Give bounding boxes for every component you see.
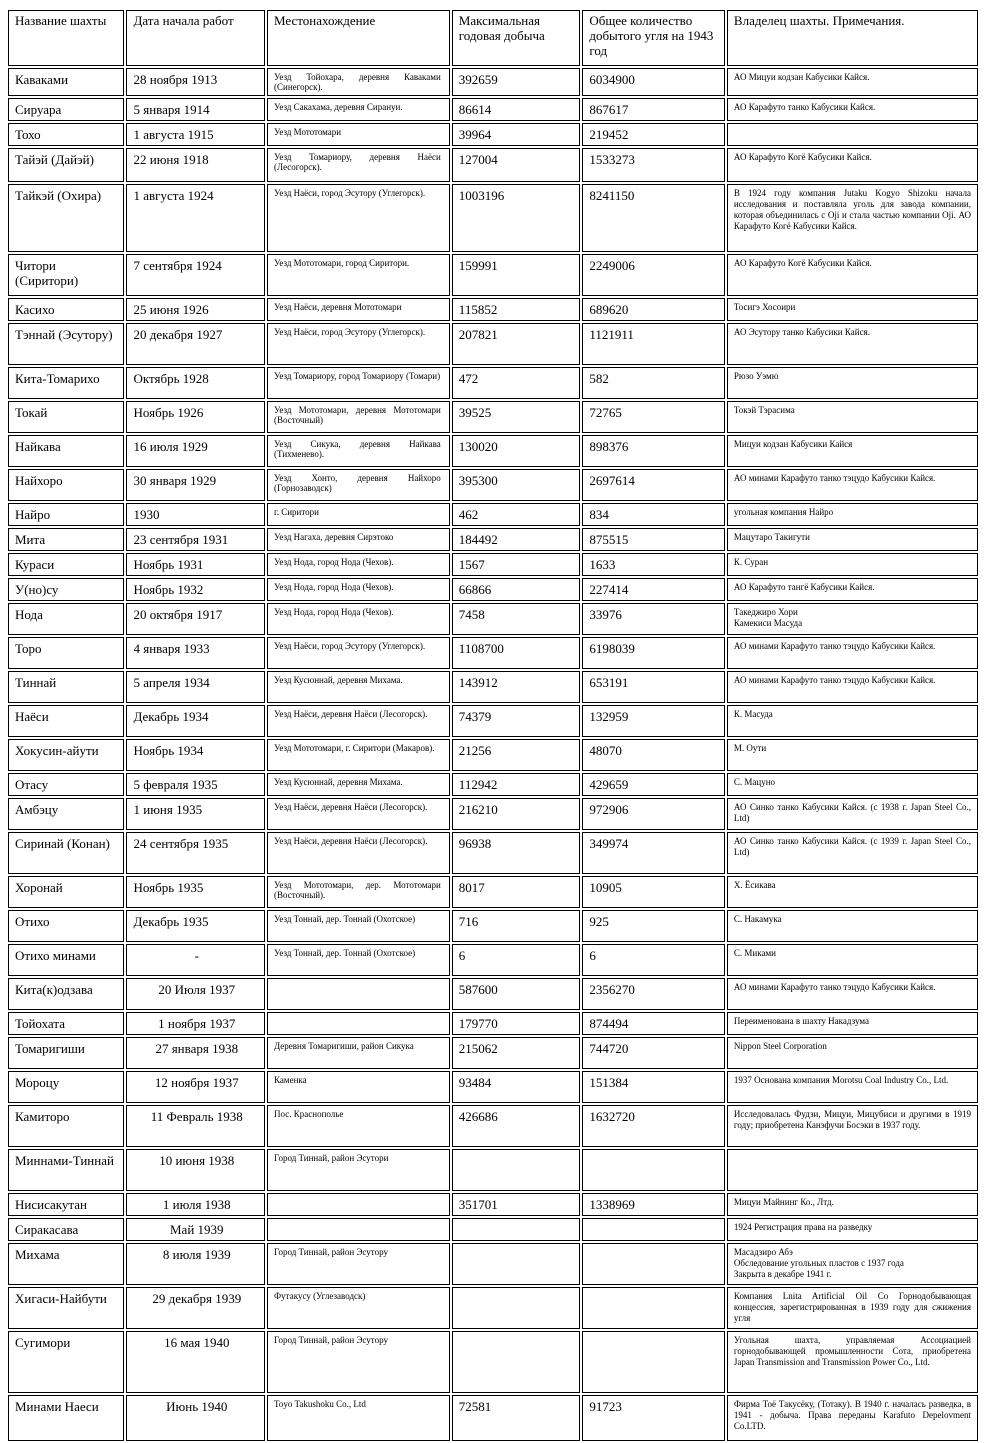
cell-owner-notes: Исследовалась Фудзи, Мицуи, Мицубиси и другими в 1919 году; приобретена Канэфучи Босэки в 1937 году. [727, 1105, 978, 1147]
cell-total-coal: 972906 [582, 798, 725, 830]
cell-mine-name: Найро [8, 503, 124, 526]
cell-total-coal [582, 1243, 725, 1285]
cell-max-output [452, 1331, 581, 1393]
cell-max-output: 184492 [452, 528, 581, 551]
cell-owner-notes: АО Синко танко Кабусики Кайся. (с 1939 г. Japan Steel Co., Ltd) [727, 832, 978, 874]
cell-total-coal: 2249006 [582, 254, 725, 296]
header-location: Местонахождение [267, 10, 450, 66]
cell-owner-notes: М. Оути [727, 739, 978, 771]
cell-owner-notes: Мацутаро Такигути [727, 528, 978, 551]
cell-owner-notes [727, 123, 978, 146]
table-row [8, 603, 978, 635]
table-row [8, 98, 978, 121]
cell-max-output [452, 1218, 581, 1241]
cell-mine-name: Отихо минами [8, 944, 124, 976]
table-row [8, 184, 978, 252]
cell-total-coal: 689620 [582, 298, 725, 321]
cell-total-coal: 925 [582, 910, 725, 942]
document-page [6, 8, 980, 1443]
cell-location: Уезд Наёси, деревня Наёси (Лесогорск). [267, 798, 450, 830]
cell-location: Уезд Сикука, деревня Найкава (Тихменево). [267, 435, 450, 467]
cell-max-output [452, 1149, 581, 1191]
cell-start-date: 28 ноября 1913 [126, 68, 265, 96]
cell-start-date: 7 сентября 1924 [126, 254, 265, 296]
cell-start-date: 24 сентября 1935 [126, 832, 265, 874]
cell-total-coal: 429659 [582, 773, 725, 796]
cell-max-output: 351701 [452, 1193, 581, 1216]
cell-mine-name: Сугимори [8, 1331, 124, 1393]
cell-location: Уезд Нагаха, деревня Сирэтоко [267, 528, 450, 551]
cell-mine-name: Тайэй (Дайэй) [8, 148, 124, 182]
cell-max-output: 7458 [452, 603, 581, 635]
cell-total-coal: 1533273 [582, 148, 725, 182]
cell-location: Город Тиннай, район Эсутору [267, 1331, 450, 1393]
cell-mine-name: Сируара [8, 98, 124, 121]
header-start-date: Дата начала работ [126, 10, 265, 66]
cell-start-date: Ноябрь 1935 [126, 876, 265, 908]
cell-start-date: 20 октября 1917 [126, 603, 265, 635]
cell-mine-name: Торо [8, 637, 124, 669]
cell-location: Уезд Томариору, город Томариору (Томари) [267, 367, 450, 399]
cell-start-date: 10 июня 1938 [126, 1149, 265, 1191]
cell-max-output [452, 1243, 581, 1285]
table-row [8, 254, 978, 296]
cell-start-date: Декабрь 1935 [126, 910, 265, 942]
cell-total-coal: 874494 [582, 1012, 725, 1035]
cell-owner-notes: Х. Ёсикава [727, 876, 978, 908]
cell-line: Масадзиро Абэ [733, 1247, 793, 1257]
cell-owner-notes: АО Карафуто Когё Кабусики Кайся. [727, 254, 978, 296]
cell-mine-name: Камиторо [8, 1105, 124, 1147]
cell-start-date: Ноябрь 1932 [126, 578, 265, 601]
header-max-output: Максимальная годовая добыча [452, 10, 581, 66]
cell-total-coal: 1633 [582, 553, 725, 576]
table-row [8, 148, 978, 182]
cell-owner-notes: АО минами Карафуто танко тэцудо Кабусики Кайся. [727, 637, 978, 669]
table-header-row [8, 10, 978, 66]
cell-owner-notes: АО Мицуи кодзан Кабусики Кайся. [727, 68, 978, 96]
cell-max-output: 587600 [452, 978, 581, 1010]
cell-mine-name: Хигаси-Найбути [8, 1287, 124, 1329]
cell-start-date: Ноябрь 1926 [126, 401, 265, 433]
cell-owner-notes: АО Эсутору танко Кабусики Кайся. [727, 323, 978, 365]
cell-mine-name: Токай [8, 401, 124, 433]
cell-total-coal: 8241150 [582, 184, 725, 252]
cell-total-coal: 6034900 [582, 68, 725, 96]
cell-total-coal [582, 1218, 725, 1241]
cell-mine-name: Сиракасава [8, 1218, 124, 1241]
cell-start-date: Июнь 1940 [126, 1395, 265, 1441]
table-row [8, 323, 978, 365]
cell-total-coal: 227414 [582, 578, 725, 601]
cell-mine-name: Каваками [8, 68, 124, 96]
table-row [8, 705, 978, 737]
header-owner-notes: Владелец шахты. Примечания. [727, 10, 978, 66]
table-row [8, 435, 978, 467]
table-row [8, 1218, 978, 1241]
cell-max-output: 127004 [452, 148, 581, 182]
table-row [8, 1071, 978, 1103]
cell-owner-notes: Фирма Тоё Такусёку, (Тотаку). В 1940 г. началась разведка, в 1941 - добыча. Права переданы Karafuto Depelovment Co.LTD. [727, 1395, 978, 1441]
cell-total-coal: 2697614 [582, 469, 725, 501]
table-row [8, 469, 978, 501]
cell-owner-notes: АО минами Карафуто танко тэцудо Кабусики Кайся. [727, 671, 978, 703]
table-row [8, 1395, 978, 1441]
cell-max-output: 1567 [452, 553, 581, 576]
cell-max-output: 66866 [452, 578, 581, 601]
cell-max-output: 72581 [452, 1395, 581, 1441]
cell-max-output: 716 [452, 910, 581, 942]
cell-max-output: 86614 [452, 98, 581, 121]
table-row [8, 1243, 978, 1285]
cell-location: Уезд Наёси, деревня Наёси (Лесогорск). [267, 832, 450, 874]
cell-location: Уезд Мототомари, дер. Мототомари (Восточный). [267, 876, 450, 908]
cell-owner-notes: 1937 Основана компания Morotsu Coal Industry Co., Ltd. [727, 1071, 978, 1103]
cell-mine-name: Тайкэй (Охира) [8, 184, 124, 252]
cell-start-date: Май 1939 [126, 1218, 265, 1241]
cell-max-output: 179770 [452, 1012, 581, 1035]
cell-max-output: 215062 [452, 1037, 581, 1069]
table-row [8, 1012, 978, 1035]
cell-max-output: 21256 [452, 739, 581, 771]
cell-total-coal [582, 1149, 725, 1191]
cell-owner-notes: Компания Lnita Artificial Oil Co Горнодобывающая концессия, зарегистрированная в 1939 году для сжижения угля [727, 1287, 978, 1329]
cell-location: Уезд Наёси, город Эсутору (Углегорск). [267, 184, 450, 252]
cell-location: Город Тиннай, район Эсутору [267, 1243, 450, 1285]
cell-mine-name: Сиринай (Конан) [8, 832, 124, 874]
table-row [8, 876, 978, 908]
cell-location [267, 1012, 450, 1035]
cell-owner-notes: С. Миками [727, 944, 978, 976]
cell-owner-notes: В 1924 году компания Jutaku Kogyo Shizoku начала исследования и поставляла уголь для завода компании, которая объединилась с Oji и стала частью компании Oji. АО Карафуто Когё Кабусики Кайся. [727, 184, 978, 252]
cell-max-output: 143912 [452, 671, 581, 703]
cell-start-date: 1 июня 1935 [126, 798, 265, 830]
cell-start-date: 5 февраля 1935 [126, 773, 265, 796]
cell-location: Уезд Тоннай, дер. Тоннай (Охотское) [267, 944, 450, 976]
cell-start-date: 16 мая 1940 [126, 1331, 265, 1393]
cell-owner-notes: Мицуи Майнинг Ко., Лтд. [727, 1193, 978, 1216]
cell-mine-name: Амбэцу [8, 798, 124, 830]
cell-location: Уезд Мототомари, г. Сиритори (Макаров). [267, 739, 450, 771]
cell-line: Такеджиро Хори [733, 607, 798, 617]
cell-owner-notes: С. Накамука [727, 910, 978, 942]
header-total-coal: Общее количество добытого угля на 1943 год [582, 10, 725, 66]
cell-max-output: 96938 [452, 832, 581, 874]
cell-mine-name: Минами Наеси [8, 1395, 124, 1441]
cell-line: Камекиси Масуда [733, 618, 803, 628]
table-row [8, 798, 978, 830]
cell-start-date: 29 декабря 1939 [126, 1287, 265, 1329]
cell-owner-notes: Рюзо Уэмю [727, 367, 978, 399]
cell-location: Уезд Тойохара, деревня Каваками (Синегорск). [267, 68, 450, 96]
cell-location: Уезд Наёси, деревня Мототомари [267, 298, 450, 321]
cell-location: Уезд Кусюннай, деревня Михама. [267, 671, 450, 703]
cell-location: Город Тиннай, район Эсутори [267, 1149, 450, 1191]
cell-total-coal: 219452 [582, 123, 725, 146]
cell-line: Обследование угольных пластов с 1937 года [733, 1258, 904, 1268]
cell-owner-notes: угольная компания Найро [727, 503, 978, 526]
cell-location: Деревня Томаригиши, район Сикука [267, 1037, 450, 1069]
table-row [8, 671, 978, 703]
cell-start-date: 1 августа 1924 [126, 184, 265, 252]
table-row [8, 298, 978, 321]
cell-total-coal: 867617 [582, 98, 725, 121]
cell-max-output: 462 [452, 503, 581, 526]
cell-max-output: 472 [452, 367, 581, 399]
cell-owner-notes: К. Суран [727, 553, 978, 576]
cell-start-date: Октябрь 1928 [126, 367, 265, 399]
cell-mine-name: Кита(к)одзава [8, 978, 124, 1010]
cell-owner-notes: АО Карафуто танко Кабусики Кайся. [727, 98, 978, 121]
cell-total-coal: 349974 [582, 832, 725, 874]
cell-location: Уезд Нода, город Нода (Чехов). [267, 578, 450, 601]
cell-total-coal: 582 [582, 367, 725, 399]
cell-start-date: 1 августа 1915 [126, 123, 265, 146]
cell-max-output: 39964 [452, 123, 581, 146]
cell-location: Уезд Наёси, город Эсутору (Углегорск). [267, 323, 450, 365]
cell-mine-name: Отасу [8, 773, 124, 796]
cell-total-coal: 91723 [582, 1395, 725, 1441]
cell-mine-name: Наёси [8, 705, 124, 737]
cell-total-coal: 33976 [582, 603, 725, 635]
table-row [8, 1149, 978, 1191]
cell-total-coal: 48070 [582, 739, 725, 771]
cell-max-output: 93484 [452, 1071, 581, 1103]
cell-total-coal: 151384 [582, 1071, 725, 1103]
cell-location: Уезд Нода, город Нода (Чехов). [267, 603, 450, 635]
cell-location: Пос. Краснополье [267, 1105, 450, 1147]
cell-total-coal: 744720 [582, 1037, 725, 1069]
cell-owner-notes [727, 603, 978, 635]
cell-mine-name: Тиннай [8, 671, 124, 703]
cell-start-date: 27 января 1938 [126, 1037, 265, 1069]
table-row [8, 401, 978, 433]
cell-total-coal: 2356270 [582, 978, 725, 1010]
cell-owner-notes: С. Мацуно [727, 773, 978, 796]
cell-location [267, 1193, 450, 1216]
cell-total-coal [582, 1331, 725, 1393]
cell-max-output: 395300 [452, 469, 581, 501]
cell-owner-notes [727, 1149, 978, 1191]
cell-location: Уезд Томариору, деревня Наёси (Лесогорск). [267, 148, 450, 182]
cell-owner-notes: Токэй Тэрасима [727, 401, 978, 433]
table-row [8, 1105, 978, 1147]
cell-total-coal: 834 [582, 503, 725, 526]
cell-start-date: 11 Февраль 1938 [126, 1105, 265, 1147]
cell-owner-notes: 1924 Регистрация права на разведку [727, 1218, 978, 1241]
cell-start-date: 16 июля 1929 [126, 435, 265, 467]
header-mine-name: Название шахты [8, 10, 124, 66]
cell-location: Уезд Мототомари [267, 123, 450, 146]
table-row [8, 68, 978, 96]
table-row [8, 578, 978, 601]
cell-owner-notes: АО минами Карафуто танко тэцудо Кабусики Кайся. [727, 978, 978, 1010]
cell-start-date: - [126, 944, 265, 976]
cell-max-output: 130020 [452, 435, 581, 467]
cell-mine-name: Отихо [8, 910, 124, 942]
cell-start-date: Декабрь 1934 [126, 705, 265, 737]
table-row [8, 637, 978, 669]
cell-max-output: 1108700 [452, 637, 581, 669]
cell-start-date: 23 сентября 1931 [126, 528, 265, 551]
table-row [8, 367, 978, 399]
cell-start-date: 1930 [126, 503, 265, 526]
cell-start-date: 8 июля 1939 [126, 1243, 265, 1285]
cell-max-output: 112942 [452, 773, 581, 796]
cell-location: Футакусу (Углезаводск) [267, 1287, 450, 1329]
cell-start-date: 5 января 1914 [126, 98, 265, 121]
cell-mine-name: Хоронай [8, 876, 124, 908]
cell-owner-notes: К. Масуда [727, 705, 978, 737]
cell-owner-notes [727, 1243, 978, 1285]
cell-start-date: 25 июня 1926 [126, 298, 265, 321]
cell-location: Уезд Мототомари, деревня Мототомари (Восточный) [267, 401, 450, 433]
cell-mine-name: Миннами-Тиннай [8, 1149, 124, 1191]
cell-start-date: 4 января 1933 [126, 637, 265, 669]
cell-total-coal: 1338969 [582, 1193, 725, 1216]
cell-location: Уезд Сакахама, деревня Сирануи. [267, 98, 450, 121]
table-row [8, 1331, 978, 1393]
table-row [8, 910, 978, 942]
cell-total-coal: 1632720 [582, 1105, 725, 1147]
cell-mine-name: Мороцу [8, 1071, 124, 1103]
table-row [8, 1193, 978, 1216]
cell-total-coal: 72765 [582, 401, 725, 433]
table-row [8, 123, 978, 146]
cell-max-output: 115852 [452, 298, 581, 321]
cell-max-output: 1003196 [452, 184, 581, 252]
cell-total-coal: 6 [582, 944, 725, 976]
cell-start-date: Ноябрь 1931 [126, 553, 265, 576]
cell-start-date: Ноябрь 1934 [126, 739, 265, 771]
cell-location: г. Сиритори [267, 503, 450, 526]
cell-total-coal: 10905 [582, 876, 725, 908]
cell-mine-name: Касихо [8, 298, 124, 321]
cell-start-date: 1 ноября 1937 [126, 1012, 265, 1035]
cell-start-date: 5 апреля 1934 [126, 671, 265, 703]
cell-total-coal: 653191 [582, 671, 725, 703]
cell-max-output: 216210 [452, 798, 581, 830]
table-row [8, 739, 978, 771]
cell-start-date: 22 июня 1918 [126, 148, 265, 182]
cell-location: Уезд Мототомари, город Сиритори. [267, 254, 450, 296]
cell-owner-notes: Nippon Steel Corporation [727, 1037, 978, 1069]
table-row [8, 773, 978, 796]
cell-mine-name: Кураси [8, 553, 124, 576]
cell-mine-name: Найхоро [8, 469, 124, 501]
cell-owner-notes: Тосигэ Хосоири [727, 298, 978, 321]
cell-max-output: 8017 [452, 876, 581, 908]
cell-mine-name: Мита [8, 528, 124, 551]
cell-mine-name: Томаригиши [8, 1037, 124, 1069]
table-row [8, 528, 978, 551]
cell-max-output: 74379 [452, 705, 581, 737]
cell-location: Каменка [267, 1071, 450, 1103]
table-row [8, 553, 978, 576]
cell-start-date: 30 января 1929 [126, 469, 265, 501]
cell-mine-name: Михама [8, 1243, 124, 1285]
cell-max-output: 6 [452, 944, 581, 976]
table-row [8, 1037, 978, 1069]
cell-max-output: 426686 [452, 1105, 581, 1147]
table-body [8, 68, 978, 1441]
cell-start-date: 20 Июля 1937 [126, 978, 265, 1010]
cell-max-output: 207821 [452, 323, 581, 365]
coal-mines-table [6, 8, 980, 1443]
cell-total-coal: 898376 [582, 435, 725, 467]
cell-location: Toyo Takushoku Co., Ltd [267, 1395, 450, 1441]
cell-total-coal: 875515 [582, 528, 725, 551]
cell-total-coal: 6198039 [582, 637, 725, 669]
cell-mine-name: Хокусин-айути [8, 739, 124, 771]
cell-start-date: 1 июля 1938 [126, 1193, 265, 1216]
cell-mine-name: Найкава [8, 435, 124, 467]
cell-mine-name: Нода [8, 603, 124, 635]
cell-mine-name: Тойохата [8, 1012, 124, 1035]
cell-start-date: 20 декабря 1927 [126, 323, 265, 365]
cell-total-coal: 1121911 [582, 323, 725, 365]
cell-owner-notes: Мицуи кодзан Кабусики Кайся [727, 435, 978, 467]
cell-owner-notes: АО Карафуто Когё Кабусики Кайся. [727, 148, 978, 182]
cell-mine-name: Тохо [8, 123, 124, 146]
cell-owner-notes: АО Синко танко Кабусики Кайся. (с 1938 г. Japan Steel Co., Ltd) [727, 798, 978, 830]
cell-mine-name: Тэннай (Эсутору) [8, 323, 124, 365]
table-row [8, 832, 978, 874]
cell-total-coal: 132959 [582, 705, 725, 737]
cell-location: Уезд Наёси, город Эсутору (Углегорск). [267, 637, 450, 669]
cell-location [267, 978, 450, 1010]
cell-mine-name: У(но)су [8, 578, 124, 601]
cell-max-output: 159991 [452, 254, 581, 296]
cell-owner-notes: АО минами Карафуто танко тэцудо Кабусики Кайся. [727, 469, 978, 501]
cell-owner-notes: Угольная шахта, управляемая Ассоциацией горнодобывающей промышленности Сота, приобретена Japan Transmission and Transmission Power Co., Ltd. [727, 1331, 978, 1393]
cell-mine-name: Кита-Томарихо [8, 367, 124, 399]
table-row [8, 503, 978, 526]
cell-location: Уезд Тоннай, дер. Тоннай (Охотское) [267, 910, 450, 942]
cell-location: Уезд Наёси, деревня Наёси (Лесогорск). [267, 705, 450, 737]
cell-location: Уезд Нода, город Нода (Чехов). [267, 553, 450, 576]
cell-owner-notes: Переименована в шахту Накадзума [727, 1012, 978, 1035]
cell-owner-notes: АО Карафуто тангё Кабусики Кайся. [727, 578, 978, 601]
cell-mine-name: Нисисакутан [8, 1193, 124, 1216]
cell-mine-name: Читори (Сиритори) [8, 254, 124, 296]
cell-start-date: 12 ноября 1937 [126, 1071, 265, 1103]
cell-max-output: 392659 [452, 68, 581, 96]
cell-max-output: 39525 [452, 401, 581, 433]
cell-location: Уезд Хонто, деревня Найхоро (Горнозаводск) [267, 469, 450, 501]
cell-location [267, 1218, 450, 1241]
table-row [8, 944, 978, 976]
cell-location: Уезд Кусюннай, деревня Михама. [267, 773, 450, 796]
table-row [8, 978, 978, 1010]
cell-line: Закрыта в декабре 1941 г. [733, 1269, 832, 1279]
